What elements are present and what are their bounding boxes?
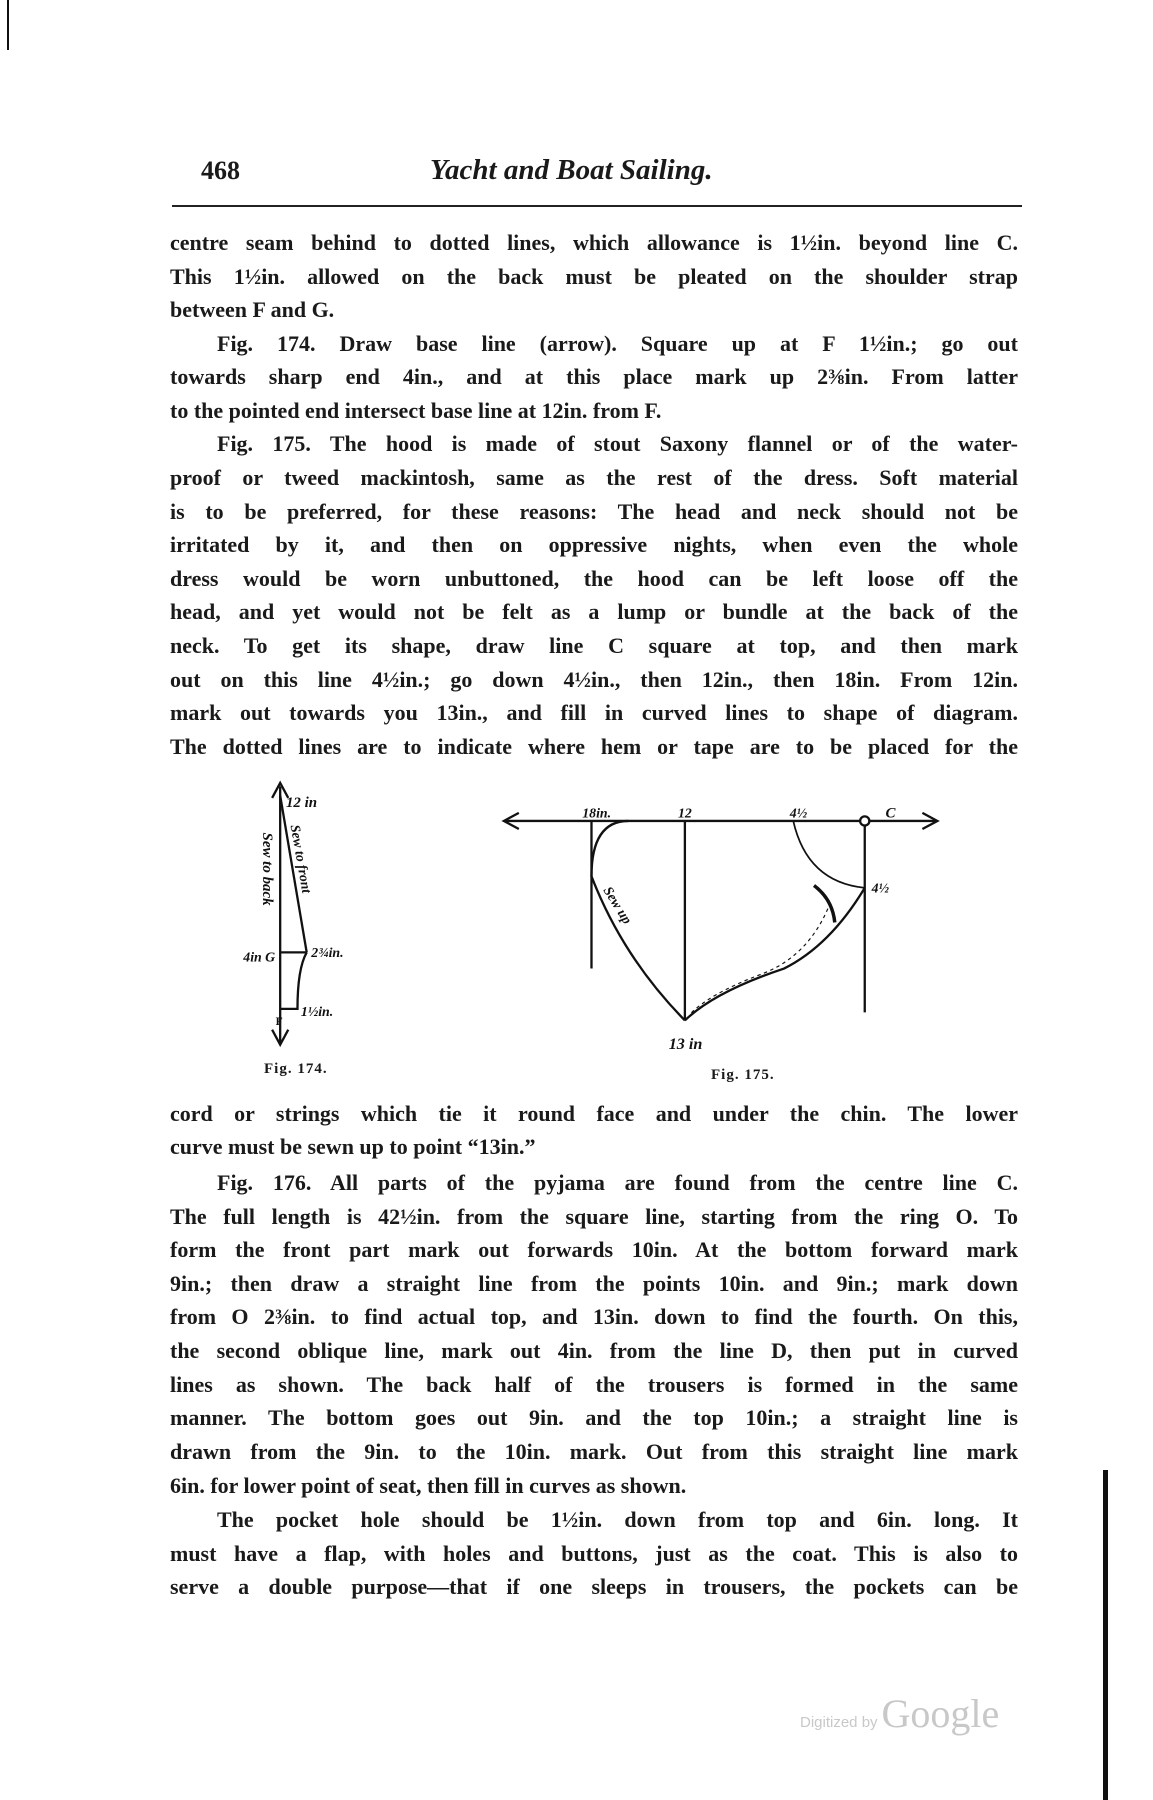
scan-edge-left [7,0,9,50]
scan-edge-right [1103,1470,1108,1800]
text-line: from O 2⅜in. to find actual top, and 13in. down to find the fourth. On this, [170,1304,1018,1329]
label-sew-back: Sew to back [258,832,275,906]
label-12: 12 [677,805,692,821]
text-line: 6in. for lower point of seat, then fill in curves as shown. [170,1473,687,1498]
fig-174-caption: Fig. 174. [264,1061,328,1077]
text-line: Fig. 175. The hood is made of stout Saxony flannel or of the water- [217,431,1018,456]
label-sew-front: Sew to front [287,823,315,895]
label-f: F [275,1016,283,1029]
dotted-hem [689,909,827,1015]
text-line: between F and G. [170,297,335,322]
label-12in: 12 in [285,795,318,812]
label-sew-up: Sew up [600,883,635,927]
label-c: C [885,805,896,822]
digitized-by-google-watermark [800,1690,999,1737]
front-curve [685,888,865,1021]
page-number: 468 [201,156,240,185]
label-g: 4in G [243,949,276,965]
text-line: neck. To get its shape, draw line C square at top, and then mark [170,633,1018,658]
text-line: curve must be sewn up to point “13in.” [170,1134,536,1159]
sew-up-curve [591,821,684,1020]
figure-175 [504,806,938,1054]
text-line: 9in.; then draw a straight line from the points 10in. and 9in.; mark down [170,1271,1018,1296]
text-line: mark out towards you 13in., and fill in curved lines to shape of diagram. [170,700,1018,725]
watermark-prefix: Digitized by [800,1714,878,1731]
text-line: form the front part mark out forwards 10in. At the bottom forward mark [170,1237,1018,1262]
text-line: is to be preferred, for these reasons: The head and neck should not be [170,499,1018,524]
text-line: Fig. 176. All parts of the pyjama are found from the centre line C. [217,1170,1018,1195]
text-line: cord or strings which tie it round face and under the chin. The lower [170,1101,1018,1126]
text-line: to the pointed end intersect base line at 12in. from F. [170,398,662,423]
text-line: This 1½in. allowed on the back must be pleated on the shoulder strap [170,264,1018,289]
text-line: dress would be worn unbuttoned, the hood can be left loose off the [170,566,1018,591]
text-line: The dotted lines are to indicate where hem or tape are to be placed for the [170,734,1018,759]
text-line: must have a flap, with holes and buttons, just as the coat. This is also to [170,1541,1018,1566]
label-13in: 13 in [668,1036,703,1054]
text-line: lines as shown. The back half of the trousers is formed in the same [170,1372,1018,1397]
lower-curve [280,952,307,1008]
text-line: manner. The bottom goes out 9in. and the top 10in.; a straight line is [170,1405,1018,1430]
label-mid: 2¾in. [311,945,344,961]
ring-o [860,816,869,825]
text-line: serve a double purpose—that if one sleeps in trousers, the pockets can be [170,1574,1018,1599]
figure-174 [242,783,343,1045]
text-line: proof or tweed mackintosh, same as the rest of the dress. Soft material [170,465,1018,490]
label-4half-top: 4½ [789,805,808,821]
text-line: towards sharp end 4in., and at this place mark up 2⅜in. From latter [170,364,1018,389]
neck-arc [793,821,864,888]
label-18in: 18in. [582,805,612,821]
text-line: drawn from the 9in. to the 10in. mark. Out from this straight line mark [170,1439,1018,1464]
text-line: the second oblique line, mark out 4in. from the line D, then put in curved [170,1338,1018,1363]
fig-175-caption: Fig. 175. [711,1067,775,1083]
text-line: The full length is 42½in. from the square line, starting from the ring O. To [170,1204,1018,1229]
label-low: 1½in. [300,1003,334,1019]
text-line: The pocket hole should be 1½in. down from top and 6in. long. It [217,1507,1018,1532]
watermark-brand: Google [881,1691,1000,1736]
text-line: head, and yet would not be felt as a lump or bundle at the back of the [170,599,1018,624]
label-4half-side: 4½ [871,880,889,896]
text-line: Fig. 174. Draw base line (arrow). Square up at F 1½in.; go out [217,331,1018,356]
running-title: Yacht and Boat Sailing. [430,154,713,186]
text-line: out on this line 4½in.; go down 4½in., then 12in., then 18in. From 12in. [170,667,1018,692]
text-line: centre seam behind to dotted lines, which allowance is 1½in. beyond line C. [170,230,1018,255]
text-line: irritated by it, and then on oppressive nights, when even the whole [170,532,1018,557]
